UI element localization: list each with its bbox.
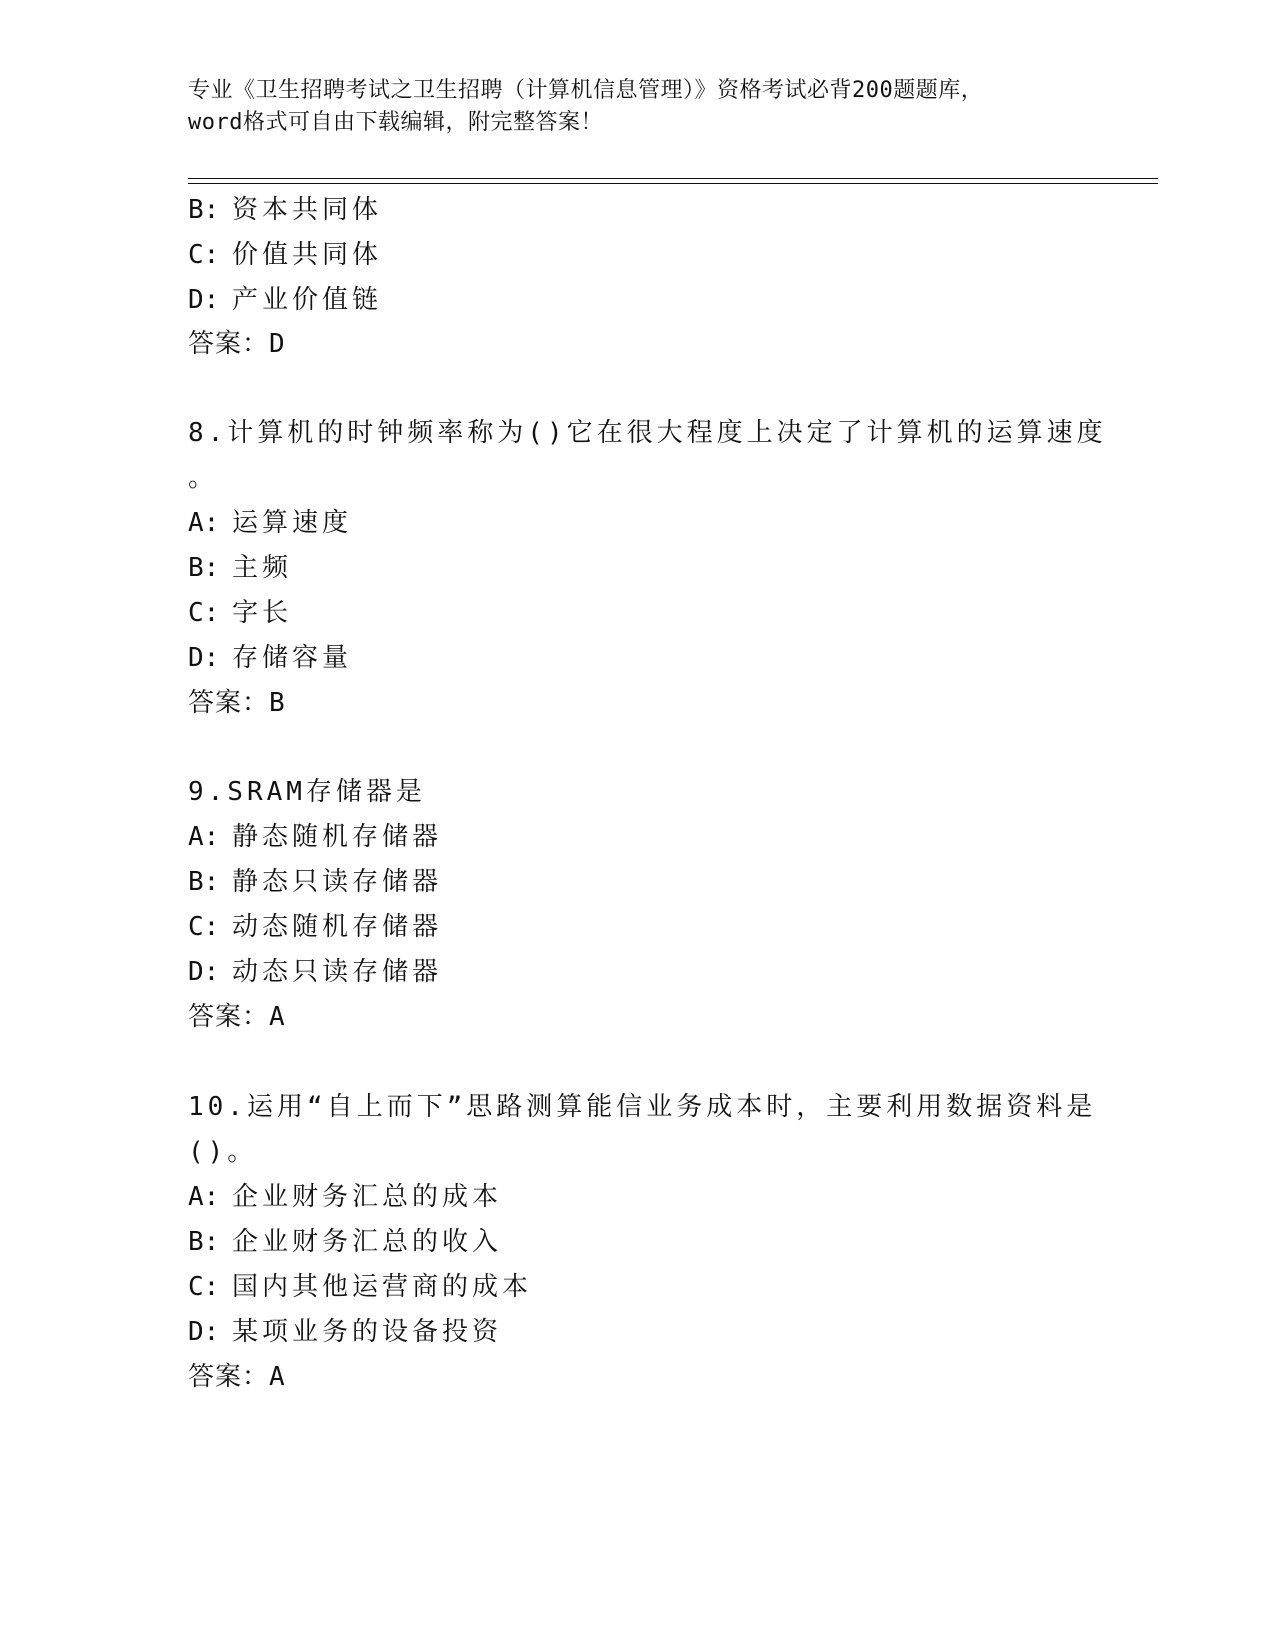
document-header xyxy=(188,75,1088,139)
question-text: 8.计算机的时钟频率称为()它在很大程度上决定了计算机的运算速度 xyxy=(188,418,1107,448)
answer-value: A xyxy=(269,1362,286,1392)
option-letter: A: xyxy=(188,822,220,852)
header-line-2: word格式可自由下载编辑，附完整答案！ xyxy=(188,110,603,135)
option-item xyxy=(188,641,352,675)
option-letter: B: xyxy=(188,1227,220,1257)
option-item xyxy=(188,820,442,854)
option-item xyxy=(188,596,292,630)
question-text-continued: ()。 xyxy=(188,1137,258,1167)
option-letter: D: xyxy=(188,643,220,673)
option-item xyxy=(188,1315,502,1349)
option-item xyxy=(188,1225,502,1259)
question-text: 10.运用“自上而下”思路测算能信业务成本时，主要利用数据资料是 xyxy=(188,1092,1097,1122)
option-text: 运算速度 xyxy=(232,508,353,538)
option-item xyxy=(188,955,442,989)
option-text: 字长 xyxy=(232,598,293,628)
option-text: 产业价值链 xyxy=(232,285,383,315)
question-text-continued: 。 xyxy=(188,463,219,493)
answer-label: 答案： xyxy=(188,1002,270,1032)
option-item xyxy=(188,193,382,227)
option-text: 存储容量 xyxy=(232,643,353,673)
option-letter: C: xyxy=(188,912,220,942)
option-letter: A: xyxy=(188,508,220,538)
option-text: 价值共同体 xyxy=(232,240,383,270)
answer-line xyxy=(188,686,286,720)
option-item xyxy=(188,1180,502,1214)
option-item xyxy=(188,238,382,272)
answer-label: 答案： xyxy=(188,329,270,359)
option-letter: C: xyxy=(188,240,220,270)
answer-line xyxy=(188,327,286,361)
option-item xyxy=(188,506,352,540)
option-text: 资本共同体 xyxy=(232,195,383,225)
option-item xyxy=(188,1270,532,1304)
answer-line xyxy=(188,1360,286,1394)
option-letter: D: xyxy=(188,285,220,315)
answer-label: 答案： xyxy=(188,688,270,718)
answer-line xyxy=(188,1000,286,1034)
answer-label: 答案： xyxy=(188,1362,270,1392)
option-letter: A: xyxy=(188,1182,220,1212)
option-letter: C: xyxy=(188,1272,220,1302)
option-text: 静态随机存储器 xyxy=(232,822,443,852)
option-letter: D: xyxy=(188,957,220,987)
option-text: 动态只读存储器 xyxy=(232,957,443,987)
option-text: 主频 xyxy=(232,553,293,583)
option-text: 静态只读存储器 xyxy=(232,867,443,897)
option-text: 动态随机存储器 xyxy=(232,912,443,942)
answer-value: B xyxy=(269,688,286,718)
header-line-1: 专业《卫生招聘考试之卫生招聘（计算机信息管理）》资格考试必背200题题库， xyxy=(188,78,984,103)
option-text: 国内其他运营商的成本 xyxy=(232,1272,533,1302)
option-letter: B: xyxy=(188,195,220,225)
option-letter: B: xyxy=(188,867,220,897)
header-rule-top xyxy=(188,178,1158,179)
option-letter: B: xyxy=(188,553,220,583)
option-letter: D: xyxy=(188,1317,220,1347)
option-item xyxy=(188,865,442,899)
question-text: 9.SRAM存储器是 xyxy=(188,777,426,807)
option-item xyxy=(188,910,442,944)
option-text: 企业财务汇总的成本 xyxy=(232,1182,503,1212)
answer-value: D xyxy=(269,329,286,359)
option-text: 企业财务汇总的收入 xyxy=(232,1227,503,1257)
answer-value: A xyxy=(269,1002,286,1032)
option-letter: C: xyxy=(188,598,220,628)
header-rule-bottom xyxy=(188,183,1158,184)
option-text: 某项业务的设备投资 xyxy=(232,1317,503,1347)
option-item xyxy=(188,283,382,317)
option-item xyxy=(188,551,292,585)
